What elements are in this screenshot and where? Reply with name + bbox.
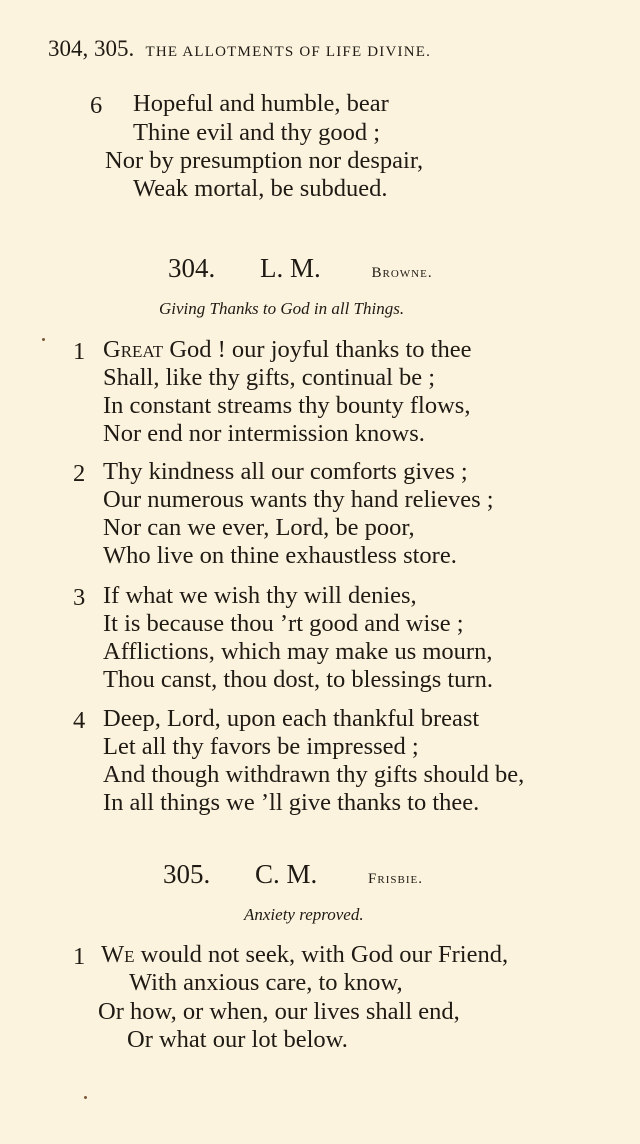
hymn-heading (163, 859, 423, 890)
verse-line: Weak mortal, be subdued. (133, 175, 388, 202)
verse-line: Deep, Lord, upon each thankful breast (103, 705, 480, 732)
paper-speck (84, 1096, 87, 1099)
running-head-numbers: 304, 305. (48, 36, 135, 61)
verse-number: 2 (73, 460, 86, 487)
hymn-subtitle: Giving Thanks to God in all Things. (159, 299, 405, 318)
verse-number: 1 (73, 943, 86, 970)
verse-line: Nor can we ever, Lord, be poor, (103, 514, 415, 541)
verse-line: Shall, like thy gifts, continual be ; (103, 364, 436, 391)
hymn-author: Frisbie. (368, 871, 423, 887)
running-head-title: THE ALLOTMENTS OF LIFE DIVINE. (145, 44, 432, 60)
verse-first-word: Great (103, 336, 164, 363)
verse-number: 4 (73, 707, 86, 734)
verse-number: 3 (73, 584, 86, 611)
verse-line: Our numerous wants thy hand relieves ; (103, 486, 494, 513)
verse-line: If what we wish thy will denies, (103, 582, 417, 609)
paper-speck (42, 338, 45, 341)
hymn-subtitle: Anxiety reproved. (244, 905, 364, 924)
hymn-heading (168, 253, 433, 284)
hymn-author: Browne. (371, 265, 433, 281)
hymn-number: 304. (168, 253, 216, 283)
verse-line: Nor by presumption nor despair, (105, 147, 424, 174)
verse-line: Thou canst, thou dost, to blessings turn. (103, 666, 493, 693)
verse-line: It is because thou ’rt good and wise ; (103, 610, 464, 637)
verse-line: Hopeful and humble, bear (133, 90, 389, 117)
hymn-number: 305. (163, 859, 211, 889)
verse-line: In constant streams thy bounty flows, (103, 392, 471, 419)
verse-line: In all things we ’ll give thanks to thee. (103, 789, 480, 816)
verse-line: Who live on thine exhaustless store. (103, 542, 457, 569)
verse-line: Thy kindness all our comforts gives ; (103, 458, 468, 485)
verse-line: Or what our lot below. (127, 1026, 348, 1053)
verse-line: Afflictions, which may make us mourn, (103, 638, 493, 665)
hymn-meter: C. M. (255, 859, 318, 889)
verse-line: And though withdrawn thy gifts should be, (103, 761, 525, 788)
verse-line (103, 338, 471, 363)
verse-line: With anxious care, to know, (129, 969, 403, 996)
verse-line-text: would not seek, with God our Friend, (140, 941, 509, 968)
verse-number: 1 (73, 338, 86, 365)
verse-first-word: We (101, 941, 135, 968)
verse-line: Or how, or when, our lives shall end, (98, 998, 460, 1025)
verse-line: Thine evil and thy good ; (133, 119, 380, 146)
hymn-meter: L. M. (260, 253, 321, 283)
verse-line (101, 943, 508, 968)
running-head (48, 36, 431, 62)
verse-number: 6 (90, 92, 103, 119)
verse-line-text: God ! our joyful thanks to thee (169, 336, 472, 363)
verse-line: Nor end nor intermission knows. (103, 420, 425, 447)
verse-line: Let all thy favors be impressed ; (103, 733, 419, 760)
